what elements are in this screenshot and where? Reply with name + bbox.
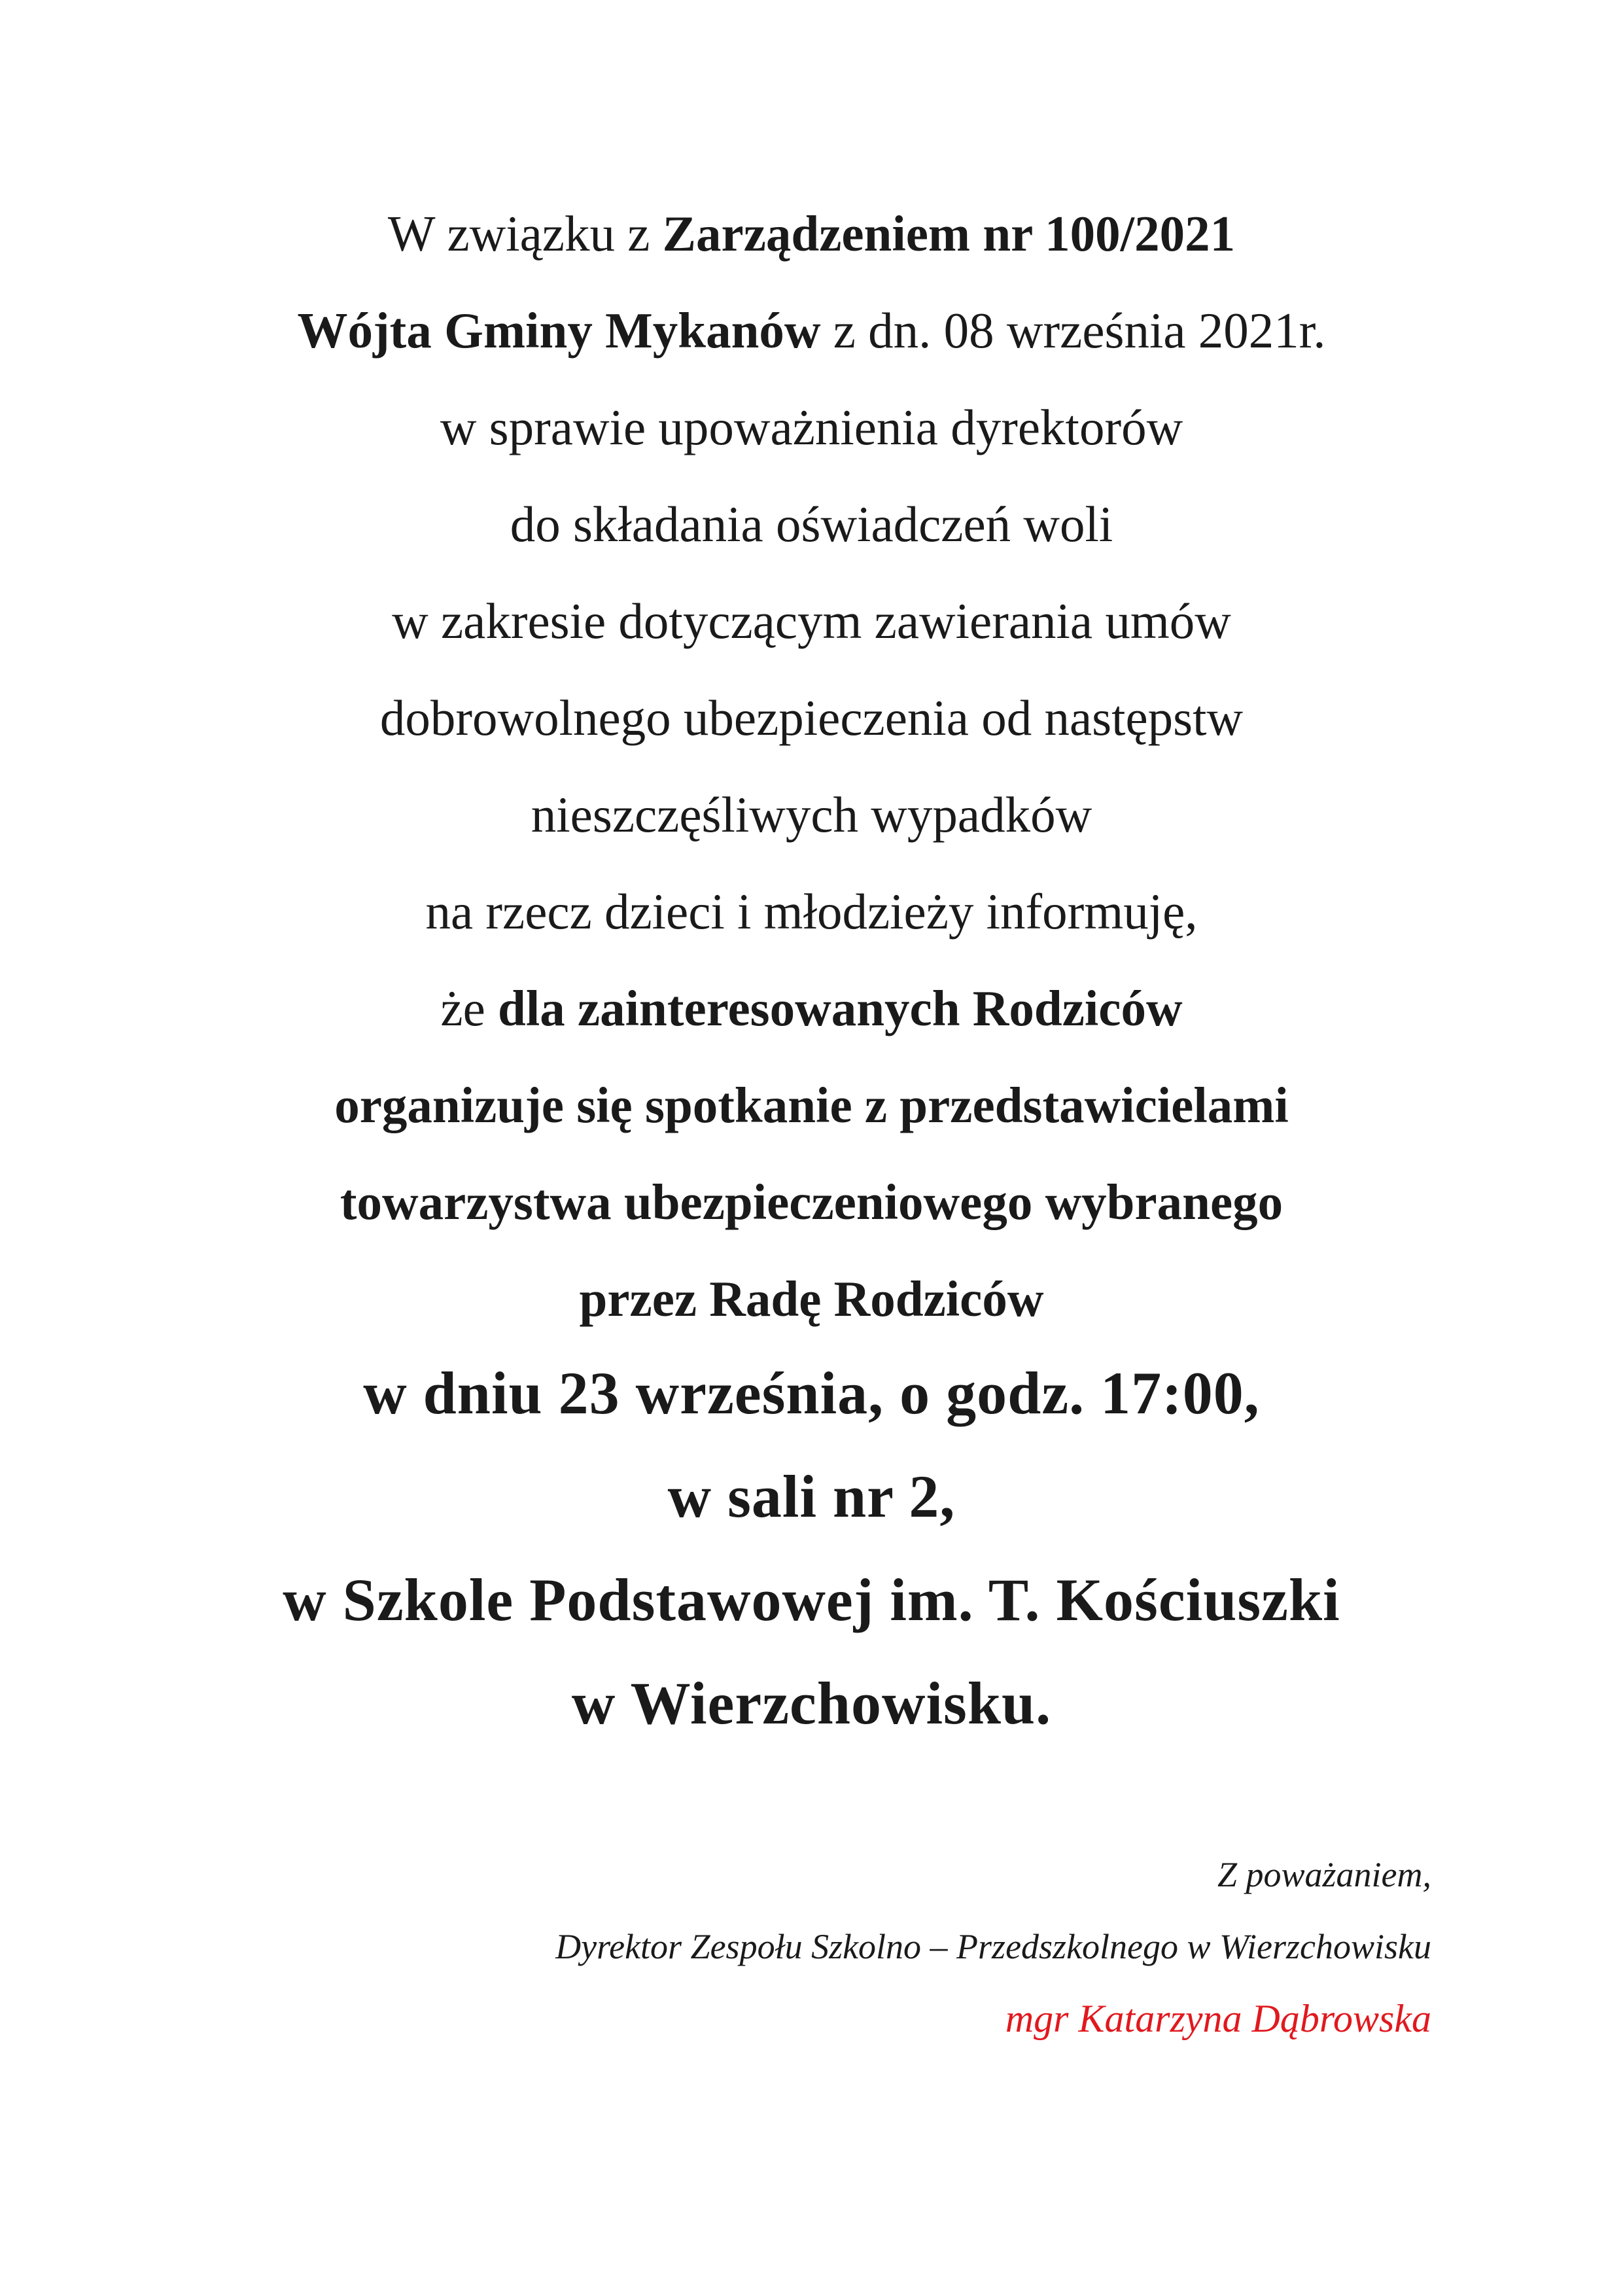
event-location: w Wierzchowisku. <box>571 1670 1052 1737</box>
body-line-12-text: przez Radę Rodziców <box>579 1271 1044 1327</box>
body-line-4: do składania oświadczeń woli <box>510 496 1113 552</box>
event-room: w sali nr 2, <box>667 1463 956 1530</box>
body-line-2 <box>0 282 1623 379</box>
ordinance-date: z dn. 08 września 2021r. <box>820 302 1326 359</box>
issuer-name: Wójta Gminy Mykanów <box>297 302 821 359</box>
body-line-8: na rzecz dzieci i młodzieży informuję, <box>425 883 1198 940</box>
body-line-9 <box>0 960 1623 1057</box>
event-school: w Szkole Podstawowej im. T. Kościuszki <box>283 1566 1340 1633</box>
body-line-11 <box>0 1154 1623 1250</box>
body-line-3: w sprawie upoważnienia dyrektorów <box>440 399 1183 455</box>
signatory-name: mgr Katarzyna Dąbrowska <box>1005 1997 1431 2040</box>
announcement-body <box>0 185 1623 1347</box>
body-line-10 <box>0 1057 1623 1154</box>
body-line-10-text: organizuje się spotkanie z przedstawicielami <box>334 1077 1289 1133</box>
body-line-7: nieszczęśliwych wypadków <box>531 786 1092 843</box>
closing: Z poważaniem, <box>1217 1855 1431 1894</box>
event-details <box>0 1341 1623 1755</box>
body-line-5: w zakresie dotyczącym zawierania umów <box>392 593 1231 649</box>
audience: dla zainteresowanych Rodziców <box>498 980 1183 1036</box>
body-line-9-text: że <box>440 980 498 1036</box>
body-line-12 <box>0 1250 1623 1347</box>
body-line-1 <box>0 185 1623 282</box>
signatory-title: Dyrektor Zespołu Szkolno – Przedszkolnego w Wierzchowisku <box>555 1927 1431 1966</box>
event-date-time: w dniu 23 września, o godz. 17:00, <box>363 1360 1260 1426</box>
body-line-6: dobrowolnego ubezpieczenia od następstw <box>379 690 1244 746</box>
body-line-1-text: W związku z <box>387 205 663 262</box>
body-line-11-text: towarzystwa ubezpieczeniowego wybranego <box>340 1174 1283 1230</box>
signature-block <box>555 1839 1431 2055</box>
ordinance-number: Zarządzeniem nr 100/2021 <box>662 205 1236 262</box>
